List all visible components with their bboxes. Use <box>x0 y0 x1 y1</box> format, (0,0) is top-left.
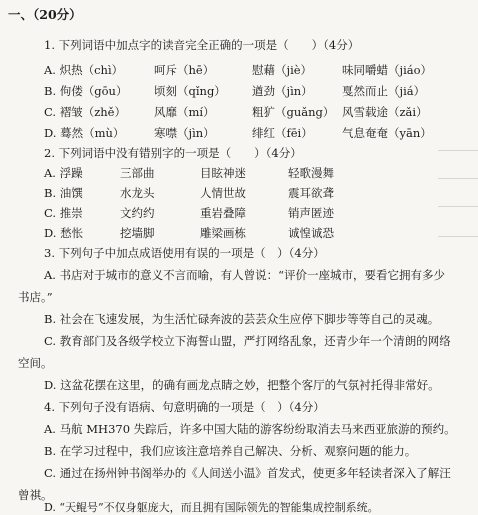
section-title: 一、（20分） <box>8 7 82 22</box>
q2-word: 目眩神迷 <box>200 166 246 180</box>
q1-word: 味同嚼蜡（jiáo） <box>342 63 433 77</box>
q4-option-d: D. “天鲲号”不仅身躯庞大，而且拥有国际领先的智能集成控制系统。 <box>44 501 379 514</box>
question-3-stem: 3. 下列句子中加点成语使用有误的一项是（ ）（4分） <box>44 246 325 260</box>
q2-word: 人情世故 <box>200 186 246 200</box>
q3-option-b: B. 社会在飞速发展，为生活忙碌奔波的芸芸众生应停下脚步等等自己的灵魂。 <box>44 312 440 326</box>
q1-word: 戛然而止（jiá） <box>342 84 426 98</box>
q4-option-b: B. 在学习过程中，我们应该注意培养自己解决、分析、观察问题的能力。 <box>44 444 417 458</box>
question-1-stem: 1. 下列词语中加点字的读音完全正确的一项是（ ）（4分） <box>44 38 360 52</box>
q1-word: 风雪载途（zǎi） <box>342 105 428 119</box>
q2-option: B. 油馔 <box>44 186 83 200</box>
q2-word: 文约约 <box>120 206 155 220</box>
q3-option-c: C. 教育部门及各级学校立下海誓山盟，严打网络乱象，还青少年一个清朗的网络 <box>44 334 451 348</box>
q3-option-a-cont: 书店。” <box>18 290 53 304</box>
q2-option: D. 愁怅 <box>44 226 84 240</box>
bleed-line <box>438 150 478 151</box>
q2-word: 水龙头 <box>120 186 155 200</box>
q2-option: C. 推崇 <box>44 206 83 220</box>
q2-word: 诚惶诚恐 <box>288 226 334 240</box>
q1-word: 气息奄奄（yān） <box>342 126 432 140</box>
q1-option: C. 褶皱（zhě） <box>44 105 126 119</box>
q1-word: 顷刻（qǐng） <box>154 84 226 98</box>
q4-option-a: A. 马航 MH370 失踪后，许多中国大陆的游客纷纷取消去马来西亚旅游的预约。 <box>44 422 456 436</box>
q3-option-d: D. 这盆花摆在这里，的确有画龙点睛之妙，把整个客厅的气氛衬托得非常好。 <box>44 378 440 392</box>
q1-word: 风靡（mí） <box>154 105 215 119</box>
q3-option-c-cont: 空间。 <box>18 356 53 370</box>
q1-word: 慰藉（jiè） <box>252 63 313 77</box>
q1-word: 粗犷（guǎng） <box>252 105 335 119</box>
bleed-line <box>438 236 478 237</box>
question-2-stem: 2. 下列词语中没有错别字的一项是（ ）（4分） <box>44 146 302 160</box>
q1-word: 寒噤（jìn） <box>154 126 215 140</box>
q2-word: 震耳欲聋 <box>288 186 334 200</box>
q2-word: 挖墙脚 <box>120 226 155 240</box>
q4-option-c-cont: 曾祺。 <box>18 488 53 502</box>
q1-word: 遒劲（jìn） <box>252 84 313 98</box>
q1-option: B. 佝偻（gōu） <box>44 84 128 98</box>
q1-word: 呵斥（hē） <box>154 63 215 77</box>
q1-option: A. 炽热（chì） <box>44 63 124 77</box>
q1-option: D. 蓦然（mù） <box>44 126 125 140</box>
q2-word: 重岩叠障 <box>200 206 246 220</box>
q4-option-c: C. 通过在扬州钟书阁举办的《人间送小温》首发式，使更多年轻读者深入了解汪 <box>44 466 451 480</box>
question-4-stem: 4. 下列句子没有语病、句意明确的一项是（ ）（4分） <box>44 400 325 414</box>
bleed-line <box>438 206 478 207</box>
q2-word: 销声匿迹 <box>288 206 334 220</box>
q2-word: 三部曲 <box>120 166 155 180</box>
q2-word: 雕梁画栋 <box>200 226 246 240</box>
q1-word: 绯红（fēi） <box>252 126 313 140</box>
q2-word: 轻歌漫舞 <box>288 166 334 180</box>
q2-option: A. 浮躁 <box>44 166 83 180</box>
q3-option-a: A. 书店对于城市的意义不言而喻，有人曾说：“评价一座城市，要看它拥有多少 <box>44 268 445 282</box>
bleed-line <box>438 178 478 179</box>
